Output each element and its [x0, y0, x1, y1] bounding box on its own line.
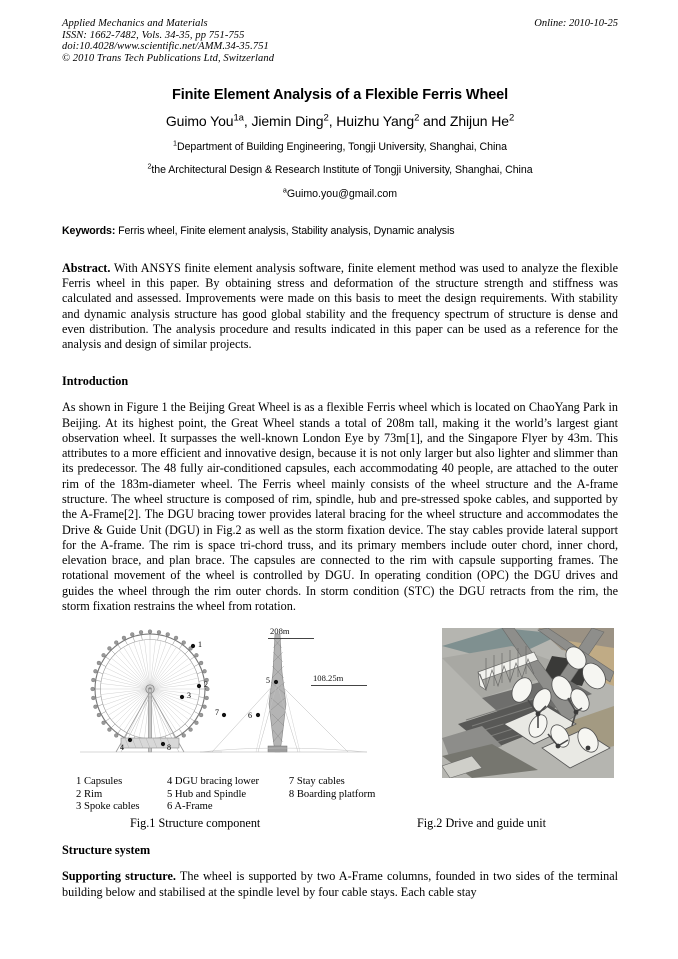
- svg-text:3: 3: [187, 691, 191, 701]
- author-2-sup: 2: [323, 112, 329, 124]
- paper-title: Finite Element Analysis of a Flexible Ferris Wheel: [171, 87, 509, 103]
- legend-row: [76, 776, 376, 788]
- figure-2-image: [442, 628, 614, 778]
- legend-item-4: 4 DGU bracing lower: [166, 776, 260, 788]
- affiliation-2-text: the Architectural Design & Research Institute of Tongji University, Shanghai, China: [151, 164, 533, 176]
- journal-doi: doi:10.4028/www.scientific.net/AMM.34-35.751: [62, 41, 269, 53]
- affiliation-1-text: Department of Building Engineering, Tongji University, Shanghai, China: [176, 141, 507, 153]
- supporting-structure-text: The wheel is supported by two A-Frame columns, founded in two sides of the terminal building below and stabilised at the spindle level by four cable stays. Each cable stay: [62, 869, 619, 899]
- structure-system-heading: Structure system: [62, 843, 151, 858]
- author-sep-3: and: [419, 113, 450, 129]
- online-date: Online: 2010-10-25: [534, 18, 618, 29]
- keywords-text: Ferris wheel, Finite element analysis, Stability analysis, Dynamic analysis: [118, 225, 455, 237]
- affiliation-1: [62, 138, 618, 153]
- journal-issn: ISSN: 1662-7482, Vols. 34-35, pp 751-755: [62, 29, 245, 41]
- author-sep-1: ,: [243, 113, 252, 129]
- figure-1-legend: [76, 776, 376, 813]
- email-sup: a: [282, 185, 287, 195]
- supporting-structure-paragraph: [62, 869, 618, 900]
- author-1-name: Guimo You: [165, 113, 234, 129]
- figure-2-caption: Fig.2 Drive and guide unit: [417, 816, 546, 831]
- dimension-mid-label: 108.25m: [313, 673, 344, 684]
- legend-row: [76, 789, 376, 801]
- legend-item-7: 7 Stay cables: [288, 776, 345, 788]
- svg-text:2: 2: [204, 680, 208, 690]
- journal-name: Applied Mechanics and Materials: [62, 18, 208, 29]
- legend-row: [76, 801, 376, 813]
- svg-text:4: 4: [120, 743, 124, 753]
- author-2-name: Jiemin Ding: [251, 113, 324, 129]
- author-3-name: Huizhu Yang: [336, 113, 415, 129]
- author-1-sup: 1a: [233, 112, 244, 124]
- page-content: [62, 18, 618, 900]
- legend-item-2: 2 Rim: [76, 788, 103, 800]
- legend-item-6: 6 A-Frame: [166, 800, 213, 812]
- journal-header: [62, 18, 618, 76]
- abstract-block: [62, 261, 618, 352]
- author-4-sup: 2: [508, 112, 515, 124]
- legend-item-8: 8 Boarding platform: [288, 788, 376, 800]
- svg-text:5: 5: [266, 676, 270, 686]
- supporting-structure-label: Supporting structure.: [62, 869, 176, 884]
- legend-item-3: 3 Spoke cables: [76, 800, 140, 812]
- figure-1-image: [72, 626, 382, 778]
- legend-item-empty: [289, 801, 376, 813]
- drive-guide-unit-render: [442, 628, 614, 778]
- svg-text:1: 1: [198, 640, 202, 650]
- abstract-label: Abstract.: [62, 261, 111, 275]
- dimension-mid-rule: [311, 685, 367, 686]
- keywords-line: [62, 225, 618, 237]
- email-text: Guimo.you@gmail.com: [286, 188, 398, 200]
- introduction-heading: Introduction: [62, 374, 129, 389]
- author-4-name: Zhijun He: [449, 113, 509, 129]
- author-email: [62, 185, 618, 200]
- affiliation-2: [62, 161, 618, 176]
- affiliation-2-sup: 2: [147, 161, 152, 171]
- author-list: [62, 113, 618, 129]
- introduction-paragraph: As shown in Figure 1 the Beijing Great Wheel is as a flexible Ferris wheel which is located on ChaoYang Park in Beijing. At its highest point, the Great Wheel stands a total of 208m tall, making it the world’s largest giant observation wheel. It surpasses the well-known London Eye by 73m[1], and the Singapore Flyer by 43m. This attributes to a more efficient and innovative design, because it is not only larger but also lighter and slimmer than its predecessor. The 48 fully air-conditioned capsules, each accommodating 40 people, are attached to the outer rim of the 183m-diameter wheel. The Ferris wheel mainly consists of the wheel structure and the A-frame structure. The wheel structure is composed of rim, spindle, hub and pre-stressed spoke cables, and supported by the A-Frame[2]. The DGU bracing tower provides lateral bracing for the wheel structure and accommodates the Drive & Guide Unit (DGU) in Fig.2 as well as the storm fixation device. The stay cables provide lateral support for the A-frame. The rim is space tri-chord truss, and its primary members include outer chord, inner chord, elevation brace, and plan brace. The capsules are connected to the rim with capsule supporting frames. The rotational movement of the wheel is controlled by DGU. In operating condition (OPC) the DGU drives and guides the wheel through the rim outer chords. In storm condition (STC) the DGU retracts from the rim, the storm fixation restrains the wheel from rotation.: [62, 400, 618, 614]
- svg-text:6: 6: [248, 711, 252, 721]
- svg-text:8: 8: [167, 743, 171, 753]
- structure-component-drawing: [72, 626, 382, 778]
- dimension-top-rule: [268, 638, 314, 639]
- journal-copyright: © 2010 Trans Tech Publications Ltd, Switzerland: [62, 52, 275, 64]
- legend-item-1: 1 Capsules: [76, 776, 123, 788]
- dimension-top-label: 208m: [270, 626, 290, 637]
- keywords-label: Keywords:: [62, 225, 116, 237]
- author-3-sup: 2: [414, 112, 420, 124]
- affiliation-1-sup: 1: [173, 138, 177, 148]
- abstract-text: With ANSYS finite element analysis software, finite element method was used to analyze the flexible Ferris wheel in this paper. By obtaining stress and deformation of the structure strength and stiffness was calculated and assessed. Improvements were made on this basis to meet the design requirements. With stability and dynamic analysis structure has good global stability and the frequency spectrum of structure is dense and even distribution. The analysis procedure and results indicated in this paper can be used as a reference for the analysis and design of similar projects.: [62, 261, 619, 352]
- svg-text:7: 7: [215, 708, 219, 718]
- legend-item-5: 5 Hub and Spindle: [166, 788, 247, 800]
- figure-1-caption: Fig.1 Structure component: [130, 816, 261, 831]
- author-sep-2: ,: [328, 113, 337, 129]
- figure-area: [62, 626, 618, 831]
